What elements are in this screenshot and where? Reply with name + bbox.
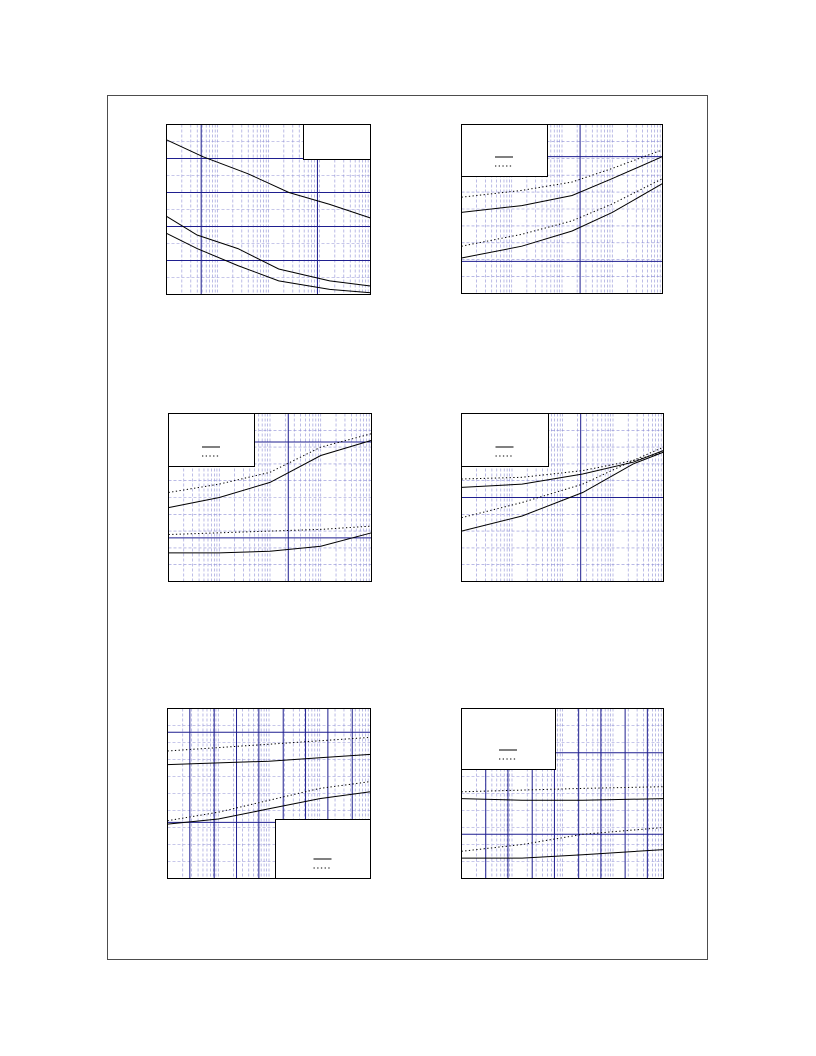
chart-2: [461, 124, 663, 295]
legend-box: [462, 709, 556, 770]
chart-4: [461, 413, 664, 583]
legend-box: [462, 125, 548, 177]
legend-frame: [462, 414, 549, 467]
chart-5: [167, 708, 371, 880]
chart-1: [166, 124, 371, 296]
chart-3: [168, 413, 372, 583]
legend-frame: [462, 709, 556, 770]
legend-box: [169, 414, 255, 467]
legend-frame: [304, 125, 371, 160]
legend-frame: [462, 125, 548, 177]
chart-6: [461, 708, 664, 880]
legend-frame: [169, 414, 255, 467]
legend-box: [462, 414, 549, 467]
legend-box: [276, 820, 371, 879]
legend-frame: [276, 820, 371, 879]
legend-box: [304, 125, 371, 160]
